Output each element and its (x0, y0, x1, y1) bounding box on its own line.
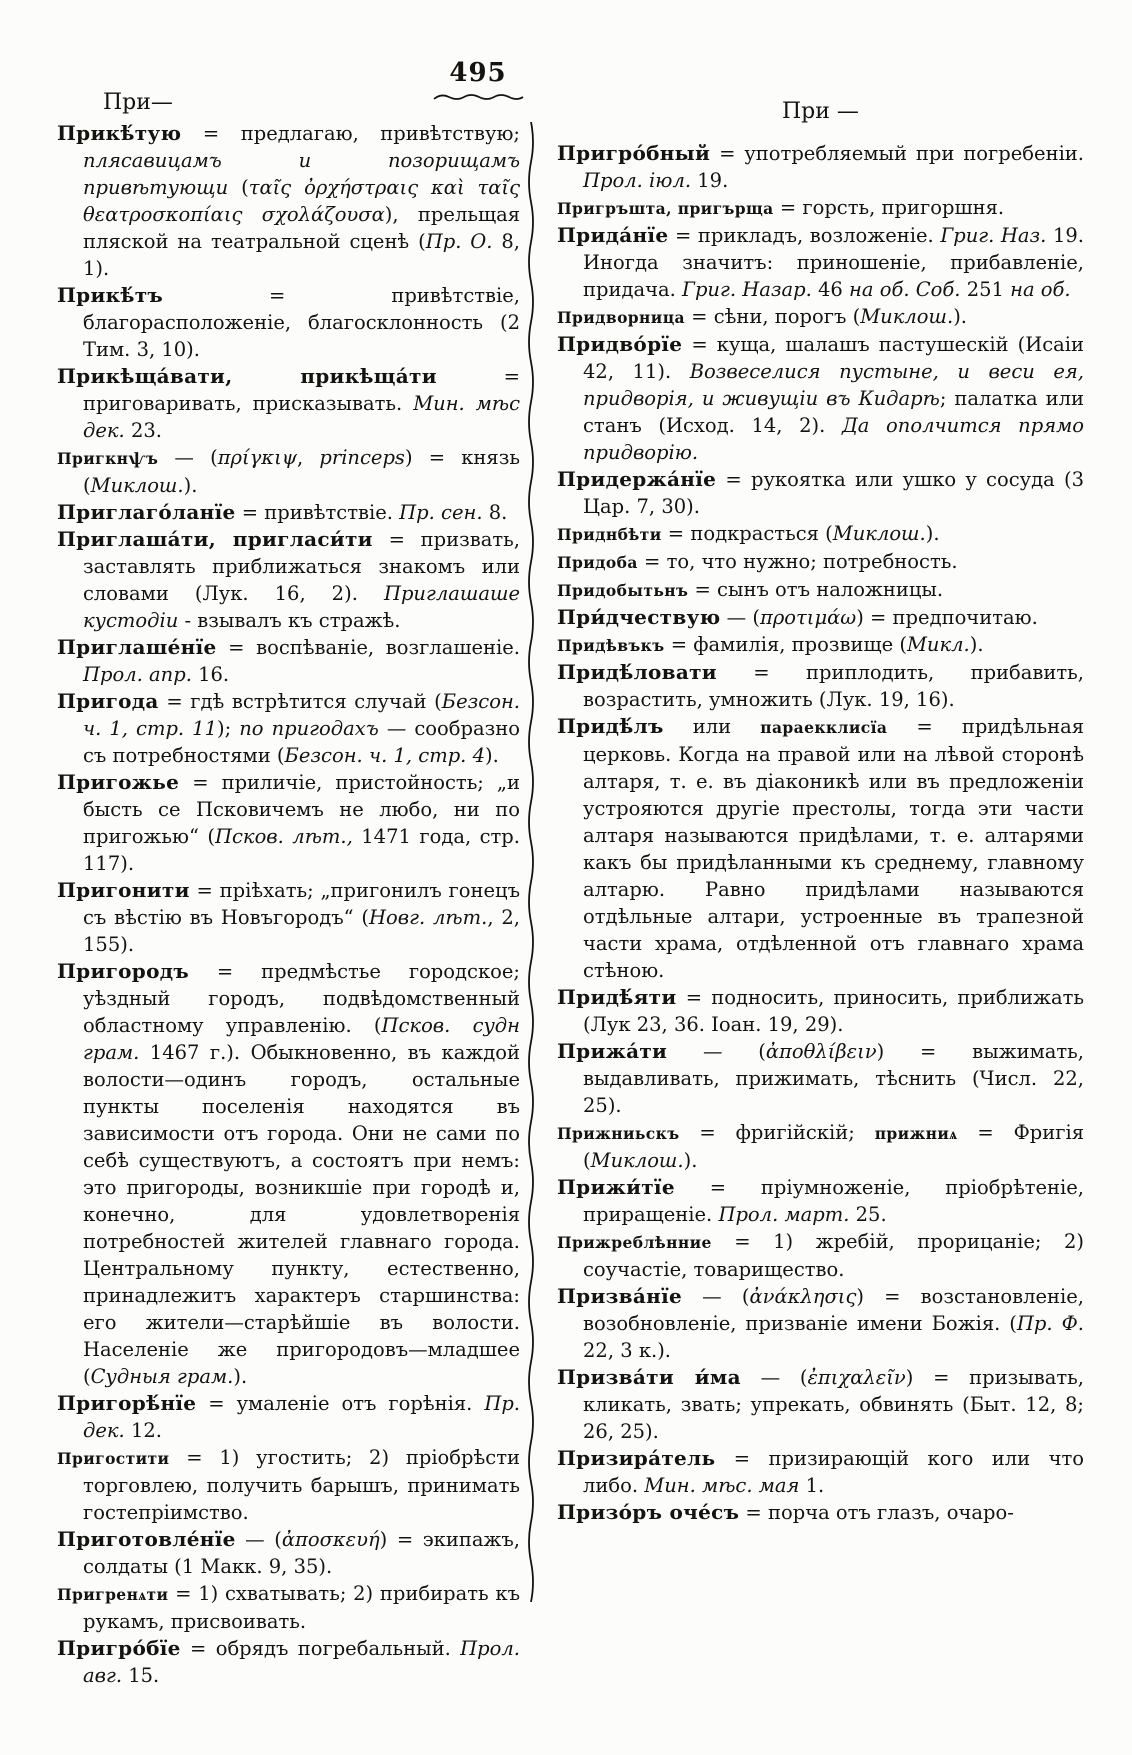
headword: Приглаша́ти, пригласи́ти (57, 527, 373, 551)
definition-text: 12. (124, 1419, 162, 1442)
definition-text: ) = призывать, кликать, звать; упрекать, обвинять (Быт. 12, 8; 26, 25). (583, 1366, 1084, 1443)
headword: Пригородъ (57, 959, 189, 983)
definition-text: ( (228, 176, 249, 199)
definition-text: 22, 3 к.). (583, 1339, 672, 1362)
definition-text: ). (233, 1365, 248, 1388)
greek-text: ἀποθλίβειν (765, 1040, 877, 1063)
headword: Пригро́бїе (57, 1636, 181, 1660)
definition-text: ) = предпочитаю. (856, 606, 1038, 629)
dictionary-entry (557, 659, 1084, 713)
definition-text: — ( (667, 1040, 766, 1063)
dictionary-entry (557, 194, 1084, 222)
citation-text: Безсон. ч. 1, стр. 11 (83, 690, 520, 740)
definition-text: 19. (691, 169, 729, 192)
definition-text: 8. (482, 501, 508, 524)
citation-text: Григ. Наз. (940, 224, 1047, 247)
dictionary-entry (57, 634, 520, 688)
dictionary-entry (557, 576, 1084, 604)
definition-text: = придѣльная церковь. Когда на правой или на лѣвой сторонѣ алтаря, т. е. въ діаконикѣ или въ предложеніи устрояются другіе престолы, тогда эти части алтаря называются придѣлами, т. е. алтарями какъ бы придѣланными къ среднему, главному алтарю. Равно придѣлами называются отдѣльные алтари, устроенные въ трапезной части храма, отдѣленной отъ главнаго храма стѣною. (583, 715, 1084, 982)
headword: Приглаго́ланїе (57, 500, 236, 524)
headword: параекклисїа (760, 718, 888, 737)
definition-text: — ( (682, 1285, 750, 1308)
definition-text: = привѣтствіе, благорасположеніе, благосклонность (2 Тим. 3, 10). (83, 284, 520, 361)
citation-text: Пр. дек. (83, 1392, 520, 1442)
definition-text: = подкрасться ( (661, 522, 833, 545)
headword: Пригро́бный (557, 141, 711, 165)
headword: Прижреблѣнние (557, 1233, 712, 1252)
definition-text: = 1) угостить; 2) пріобрѣсти торговлею, получить барышъ, принимать гостепріимство. (83, 1446, 520, 1524)
headword: Придво́рїе (557, 332, 683, 356)
headword: Придержа́нїе (557, 467, 717, 491)
headword: Прикѣща́вати, прикѣща́ти (57, 364, 437, 388)
dictionary-entry (557, 520, 1084, 548)
column-right (557, 140, 1084, 1526)
definition-text: ). (183, 474, 198, 497)
definition-text: ); (217, 717, 240, 740)
citation-text: Прол. апр. (83, 663, 192, 686)
citation-text: Мин. мѣс дек. (83, 392, 520, 442)
definition-text: = пріумноженіе, пріобрѣтеніе, приращеніе. (583, 1176, 1084, 1226)
headword: прижниѧ (874, 1124, 958, 1143)
definition-text: 46 (811, 278, 850, 301)
definition-text: или (663, 715, 761, 738)
definition-text: — ( (158, 446, 218, 469)
dictionary-entry (57, 688, 520, 769)
headword: Придобытьнъ (557, 581, 689, 600)
headword: Придворница (557, 308, 685, 327)
headword: Приглаше́нїе (57, 635, 217, 659)
definition-text: ) = возстановленіе, возобновленіе, призваніе имени Божія. ( (583, 1285, 1084, 1335)
dictionary-entry (57, 1635, 520, 1689)
greek-text: πρίγκιψ (217, 446, 298, 469)
headword: Прида́нїе (557, 223, 669, 247)
dictionary-entry (57, 1390, 520, 1444)
dictionary-entry (57, 444, 520, 499)
headword: Призва́ти и́ма (557, 1365, 741, 1389)
headword: Приготовле́нїе (57, 1527, 236, 1551)
citation-text: Судныя грам. (90, 1365, 234, 1388)
citation-text: Прол. іюл. (583, 169, 692, 192)
definition-text: = употребляемый при погребеніи. (710, 142, 1084, 165)
dictionary-entry (557, 1364, 1084, 1445)
definition-text: 15. (122, 1664, 160, 1687)
definition-text: ). (969, 633, 984, 656)
definition-text: , (297, 446, 320, 469)
definition-text: = прикладъ, возложеніе. (668, 224, 941, 247)
definition-text: — сообразно съ потребностями ( (83, 717, 520, 767)
definition-text: 19. Иногда значитъ: приношеніе, прибавленіе, придача. (583, 224, 1084, 301)
definition-text: ) = выжимать, выдавливать, прижимать, тѣснить (Числ. 22, 25). (583, 1040, 1084, 1117)
definition-text: 1467 г.). Обыкновенно, въ каждой волости—одинъ городъ, остальные пункты поселенія находятся въ зависимости отъ города. Они не сами по себѣ существуютъ, а состоятъ при немъ: это пригороды, возникшіе при городѣ и, конечно, для удовлетворенія потребностей жителей главнаго города. Центральному пункту, естественно, принадлежитъ характеръ старшинства: его жители—старѣйшіе въ волости. Населеніе же пригородовъ—младшее ( (83, 1041, 520, 1388)
definition-text: = подносить, приносить, приближать (Лук 23, 36. Іоан. 19, 29). (583, 986, 1084, 1036)
citation-text: Прол. авг. (83, 1637, 520, 1687)
definition-text: = предмѣстье городское; уѣздный городъ, подвѣдомственный областному управленію. ( (83, 960, 520, 1037)
definition-text: = приплодить, прибавить, возрастить, умножить (Лук. 19, 16). (583, 661, 1084, 711)
column-divider (524, 122, 538, 1622)
definition-text: — ( (740, 1366, 808, 1389)
citation-text: princeps (319, 446, 405, 469)
dictionary-entry (557, 631, 1084, 659)
definition-text: 1471 года, стр. 117). (83, 825, 520, 875)
dictionary-entry (557, 331, 1084, 466)
dictionary-entry (557, 1228, 1084, 1283)
dictionary-entry (57, 1526, 520, 1580)
definition-text: ; палатка или станъ (Исход. 14, 2). (583, 387, 1084, 437)
definition-text: 16. (191, 663, 230, 686)
citation-text: по пригодахъ (239, 717, 379, 740)
headword: Придѣ́ловати (557, 660, 717, 684)
headword: Пригода (57, 689, 159, 713)
citation-text: Пр. Ф. (1016, 1312, 1084, 1335)
dictionary-entry (557, 604, 1084, 631)
column-header-right: При — (782, 99, 859, 124)
definition-text: 8, 1). (83, 230, 520, 280)
definition-text: = сынъ отъ наложницы. (688, 578, 944, 601)
definition-text: ) = князь ( (83, 446, 520, 497)
definition-text: = порча отъ глазъ, очаро- (739, 1501, 1014, 1524)
citation-text: на об. Соб. (849, 278, 961, 301)
column-left (57, 120, 520, 1689)
definition-text: 251 (960, 278, 1011, 301)
definition-text: — ( (235, 1528, 282, 1551)
citation-text: Псков. судн грам. (83, 1014, 520, 1064)
headword: Пригренѧти (57, 1585, 169, 1604)
citation-text: Пр. О. (425, 230, 493, 253)
definition-text: = призирающій кого или что либо. (583, 1447, 1084, 1497)
headword: Придѣ́лъ (557, 714, 664, 738)
definition-text: = фригійскій; (679, 1121, 875, 1144)
headword: Приднбѣти (557, 525, 662, 544)
definition-text: 25. (849, 1203, 887, 1226)
citation-text: Микл. (906, 633, 970, 656)
headword: Пригожье (57, 770, 180, 794)
citation-text: Григ. Назар. (682, 278, 812, 301)
dictionary-entry (557, 140, 1084, 194)
citation-text: Безсон. ч. 1, стр. 4 (284, 744, 485, 767)
citation-text: Приглашаше кустодіи (83, 582, 520, 632)
citation-text: Мин. мѣс. мая (644, 1474, 800, 1497)
citation-text: Да ополчится прямо придворію. (583, 414, 1085, 464)
definition-text: = 1) схватывать; 2) прибирать къ рукамъ, присвоивать. (83, 1582, 520, 1633)
dictionary-entry (57, 1444, 520, 1526)
definition-text: = воспѣваніе, возглашеніе. (216, 636, 520, 659)
dictionary-entry (557, 222, 1084, 303)
definition-text: 23. (124, 419, 162, 442)
greek-text: προτιμάω (760, 606, 857, 629)
headword: Пригостити (57, 1449, 170, 1468)
citation-text: плясавицамъ и позорищамъ привѣтующи (83, 149, 520, 199)
citation-text: Миклош. (590, 1149, 684, 1172)
dictionary-entry (557, 1119, 1084, 1174)
definition-text: — ( (720, 606, 760, 629)
headword: Придѣвъкъ (557, 636, 665, 655)
citation-text: Миклош. (90, 474, 184, 497)
citation-text: Миклош. (860, 305, 954, 328)
dictionary-entry (557, 1445, 1084, 1499)
headword: Призва́нїе (557, 1284, 682, 1308)
definition-text: = гдѣ встрѣтится случай ( (158, 690, 442, 713)
headword: Пригорѣ́нїе (57, 1391, 197, 1415)
headword: Прижниьскъ (557, 1124, 680, 1143)
dictionary-entry (57, 363, 520, 444)
headword: Прижа́ти (557, 1039, 668, 1063)
definition-text: = пріѣхать; „пригонилъ гонецъ съ вѣстію въ Новъгородъ“ ( (83, 879, 520, 929)
dictionary-entry (57, 958, 520, 1390)
dictionary-entry (557, 1038, 1084, 1119)
headword: Призира́тель (557, 1446, 716, 1470)
definition-text: = 1) жребій, прорицаніе; 2) соучастіе, товарищество. (583, 1230, 1084, 1281)
dictionary-entry (57, 282, 520, 363)
definition-text: = горсть, пригоршня. (773, 196, 1005, 219)
dictionary-entry (557, 303, 1084, 331)
dictionary-entry (57, 769, 520, 877)
headword: Пригръшта, пригърща (557, 199, 774, 218)
citation-text: Новг. лѣт. (369, 906, 488, 929)
citation-text: Миклош. (832, 522, 926, 545)
definition-text: = призвать, заставлять приближаться знакомъ или словами (Лук. 16, 2). (83, 528, 520, 605)
greek-text: ἐπιχαλεῖν (807, 1366, 906, 1389)
dictionary-entry (557, 713, 1084, 984)
definition-text: 1. (799, 1474, 825, 1497)
definition-text: = сѣни, порогъ ( (684, 305, 861, 328)
definition-text: ). (925, 522, 940, 545)
citation-text: Прол. март. (718, 1203, 850, 1226)
definition-text: ) = экипажъ, солдаты (1 Макк. 9, 35). (83, 1528, 520, 1578)
headword: Пригонити (57, 878, 190, 902)
greek-text: ταῖς ὀρχήστραις καὶ ταῖς θεατροσκοπίαις σχολάζουσα (83, 176, 520, 226)
definition-text: = куща, шалашъ пастушескій (Исаіи 42, 11). (583, 333, 1084, 383)
definition-text: = приличіе, пристойность; „и бысть се Псковичемъ не любо, ни по пригожью“ ( (83, 771, 520, 848)
dictionary-entry (557, 466, 1084, 520)
definition-text: = приговаривать, присказывать. (83, 365, 520, 415)
greek-text: ἀποσκευή (281, 1528, 380, 1551)
definition-text: ). (953, 305, 967, 328)
headword: При́дчествую (557, 605, 721, 629)
definition-text: = то, что нужно; потребность. (637, 550, 958, 573)
dictionary-entry (557, 548, 1084, 576)
headword: Придѣ́яти (557, 985, 677, 1009)
definition-text: - взывалъ къ стражѣ. (178, 609, 401, 632)
citation-text: на об. (1010, 278, 1071, 301)
dictionary-entry (557, 1499, 1084, 1526)
headword: Призо́ръ оче́съ (557, 1500, 740, 1524)
dictionary-entry (557, 984, 1084, 1038)
dictionary-entry (57, 499, 520, 526)
definition-text: = Фригія ( (583, 1121, 1084, 1172)
definition-text: = предлагаю, привѣтствую; (181, 122, 520, 145)
headword: Прижи́тїе (557, 1175, 675, 1199)
dictionary-entry (557, 1174, 1084, 1228)
headword: Прикѣ́тую (57, 121, 182, 145)
headword: Придоба (557, 553, 638, 572)
citation-text: Псков. лѣт., (215, 825, 353, 848)
page-number: 495 (449, 58, 507, 88)
definition-text: = фамилія, прозвище ( (664, 633, 907, 656)
headword: Прикѣ́тъ (57, 283, 164, 307)
dictionary-entry (57, 1580, 520, 1635)
definition-text: = рукоятка или ушко у сосуда (3 Цар. 7, 30). (583, 468, 1084, 518)
citation-text: Пр. сен. (399, 501, 483, 524)
citation-text: Возвеселися пустыне, и веси ея, придворія, и живущіи въ Кидарѣ (583, 360, 1085, 410)
dictionary-entry (557, 1283, 1084, 1364)
dictionary-entry (57, 120, 520, 282)
dictionary-entry (57, 877, 520, 958)
definition-text: = умаленіе отъ горѣнія. (196, 1392, 485, 1415)
greek-text: ἀνάκλησις (749, 1285, 857, 1308)
dictionary-entry (57, 526, 520, 634)
definition-text: = привѣтствіе. (235, 501, 400, 524)
headword: Пригкнѱъ (57, 449, 159, 468)
definition-text: , 2, 155). (83, 906, 520, 956)
definition-text: ), прельщая пляской на театральной сценѣ ( (83, 203, 520, 253)
definition-text: = обрядъ погребальный. (180, 1637, 461, 1660)
definition-text: ). (683, 1149, 698, 1172)
column-header-left: При— (103, 90, 173, 115)
definition-text: ). (484, 744, 499, 767)
page-number-rule (432, 92, 526, 104)
